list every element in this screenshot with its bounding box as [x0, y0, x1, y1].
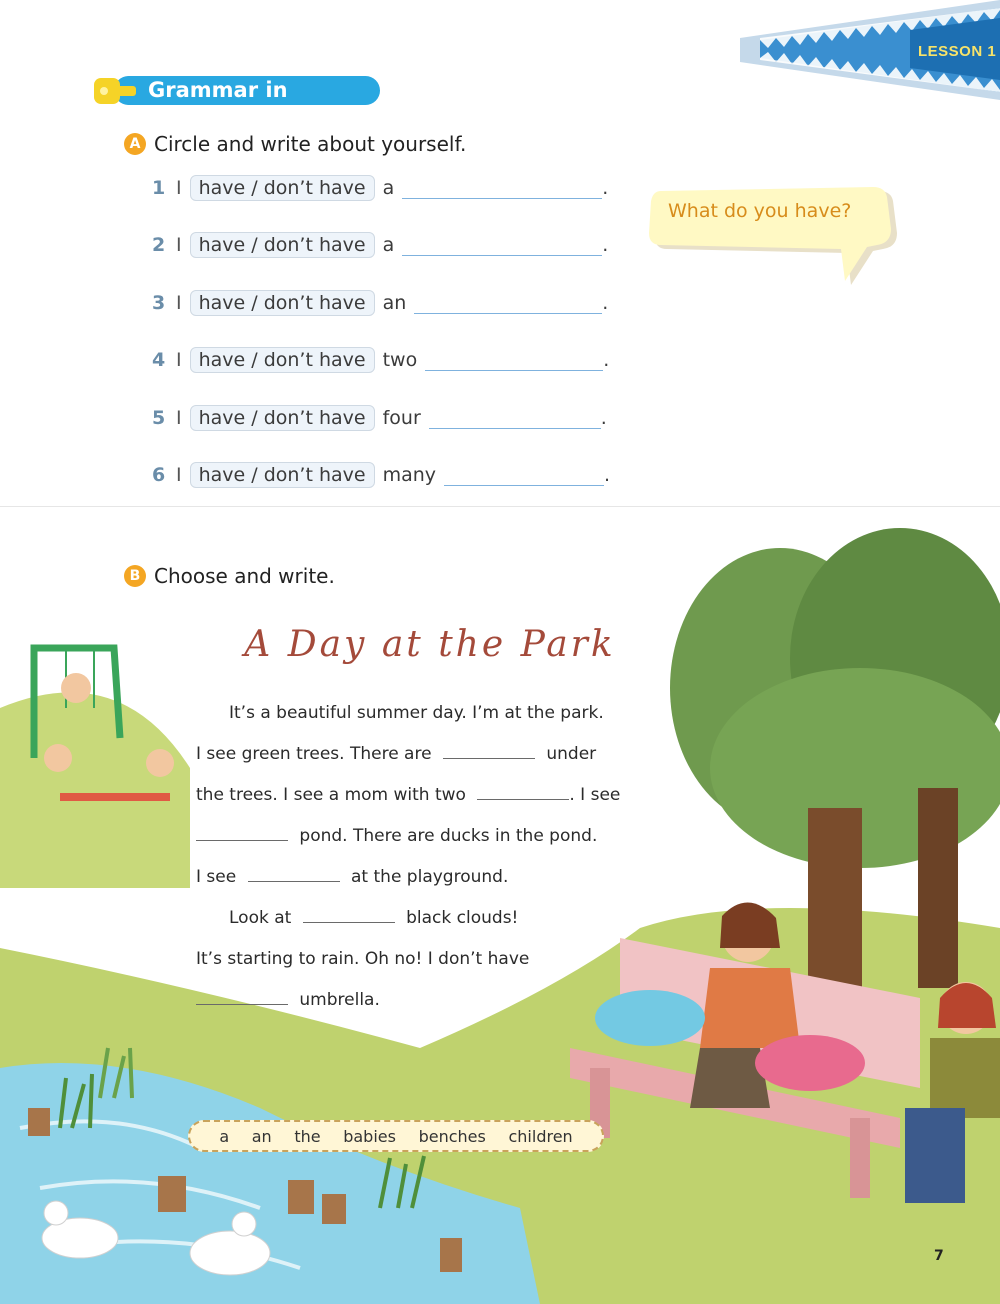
exercise-a-item	[152, 288, 608, 318]
exercise-a-item	[152, 345, 609, 375]
story-text: I see	[196, 867, 237, 887]
item-period: .	[604, 464, 611, 486]
exercise-b-instruction: Choose and write.	[154, 564, 335, 588]
item-number: 1	[152, 177, 166, 199]
word-bank	[188, 1120, 604, 1152]
answer-blank[interactable]	[402, 178, 602, 199]
word-bank-item[interactable]: the	[294, 1126, 321, 1146]
exercise-b-heading	[124, 564, 335, 588]
story-text: under	[546, 744, 597, 764]
item-number: 5	[152, 407, 166, 429]
story-text: pond. There are ducks in the pond.	[299, 826, 598, 846]
answer-blank[interactable]	[402, 235, 602, 256]
exercise-b-badge: B	[124, 565, 146, 587]
word-bank-item[interactable]: a	[219, 1126, 230, 1146]
answer-blank[interactable]	[414, 293, 602, 314]
have-choice[interactable]: have / don’t have	[190, 290, 375, 316]
item-pronoun: I	[176, 464, 182, 486]
story-line	[196, 990, 380, 1010]
have-choice[interactable]: have / don’t have	[190, 462, 375, 488]
story-line	[196, 785, 620, 805]
story-text: Look at	[229, 908, 292, 928]
speech-bubble-text: What do you have?	[668, 200, 852, 222]
item-pronoun: I	[176, 407, 182, 429]
story-text: It’s a beautiful summer day. I’m at the park.	[229, 703, 604, 723]
story-blank[interactable]	[477, 785, 569, 800]
story-line	[196, 949, 529, 969]
story-text: at the playground.	[351, 867, 509, 887]
page-number: 7	[934, 1248, 944, 1264]
exercise-a-item	[152, 460, 610, 490]
item-word: four	[382, 407, 421, 429]
item-word: many	[382, 464, 437, 486]
word-bank-item[interactable]: an	[251, 1126, 272, 1146]
exercise-a-instruction: Circle and write about yourself.	[154, 132, 467, 156]
story-text: . I see	[569, 785, 621, 805]
item-period: .	[602, 177, 609, 199]
story-text: the trees. I see a mom with two	[196, 785, 466, 805]
item-word: a	[382, 234, 395, 256]
exercise-a-badge: A	[124, 133, 146, 155]
item-period: .	[602, 292, 609, 314]
item-pronoun: I	[176, 349, 182, 371]
word-bank-item[interactable]: children	[508, 1126, 573, 1146]
story-line	[229, 703, 604, 723]
key-icon	[92, 74, 140, 108]
story-line	[196, 867, 508, 887]
story-blank[interactable]	[196, 990, 288, 1005]
story-line	[229, 908, 518, 928]
item-number: 6	[152, 464, 166, 486]
item-number: 4	[152, 349, 166, 371]
have-choice[interactable]: have / don’t have	[190, 405, 375, 431]
exercise-a-item	[152, 403, 607, 433]
story-title: A Day at the Park	[244, 624, 616, 665]
word-bank-item[interactable]: benches	[418, 1126, 486, 1146]
have-choice[interactable]: have / don’t have	[190, 347, 375, 373]
item-number: 3	[152, 292, 166, 314]
story-text: umbrella.	[299, 990, 380, 1010]
section-divider	[0, 506, 1000, 507]
exercise-a-item	[152, 173, 608, 203]
have-choice[interactable]: have / don’t have	[190, 175, 375, 201]
story-line	[196, 744, 596, 764]
item-number: 2	[152, 234, 166, 256]
story-line	[196, 826, 597, 846]
lesson-label: LESSON 1	[918, 43, 997, 60]
section-title: Grammar in Context	[148, 78, 288, 126]
section-header	[92, 74, 384, 126]
answer-blank[interactable]	[444, 465, 604, 486]
item-word: two	[382, 349, 418, 371]
item-word: an	[382, 292, 407, 314]
item-pronoun: I	[176, 177, 182, 199]
item-period: .	[603, 349, 610, 371]
answer-blank[interactable]	[429, 408, 601, 429]
story-text: I see green trees. There are	[196, 744, 432, 764]
item-period: .	[602, 234, 609, 256]
have-choice[interactable]: have / don’t have	[190, 232, 375, 258]
story-blank[interactable]	[248, 867, 340, 882]
story-text: black clouds!	[406, 908, 519, 928]
word-bank-item[interactable]: babies	[343, 1126, 396, 1146]
story-blank[interactable]	[196, 826, 288, 841]
exercise-a-item	[152, 230, 608, 260]
item-pronoun: I	[176, 234, 182, 256]
answer-blank[interactable]	[425, 350, 603, 371]
story-blank[interactable]	[443, 744, 535, 759]
story-blank[interactable]	[303, 908, 395, 923]
story-text: It’s starting to rain. Oh no! I don’t have	[196, 949, 530, 969]
item-period: .	[600, 407, 607, 429]
item-pronoun: I	[176, 292, 182, 314]
item-word: a	[382, 177, 395, 199]
exercise-a-heading	[124, 132, 466, 156]
